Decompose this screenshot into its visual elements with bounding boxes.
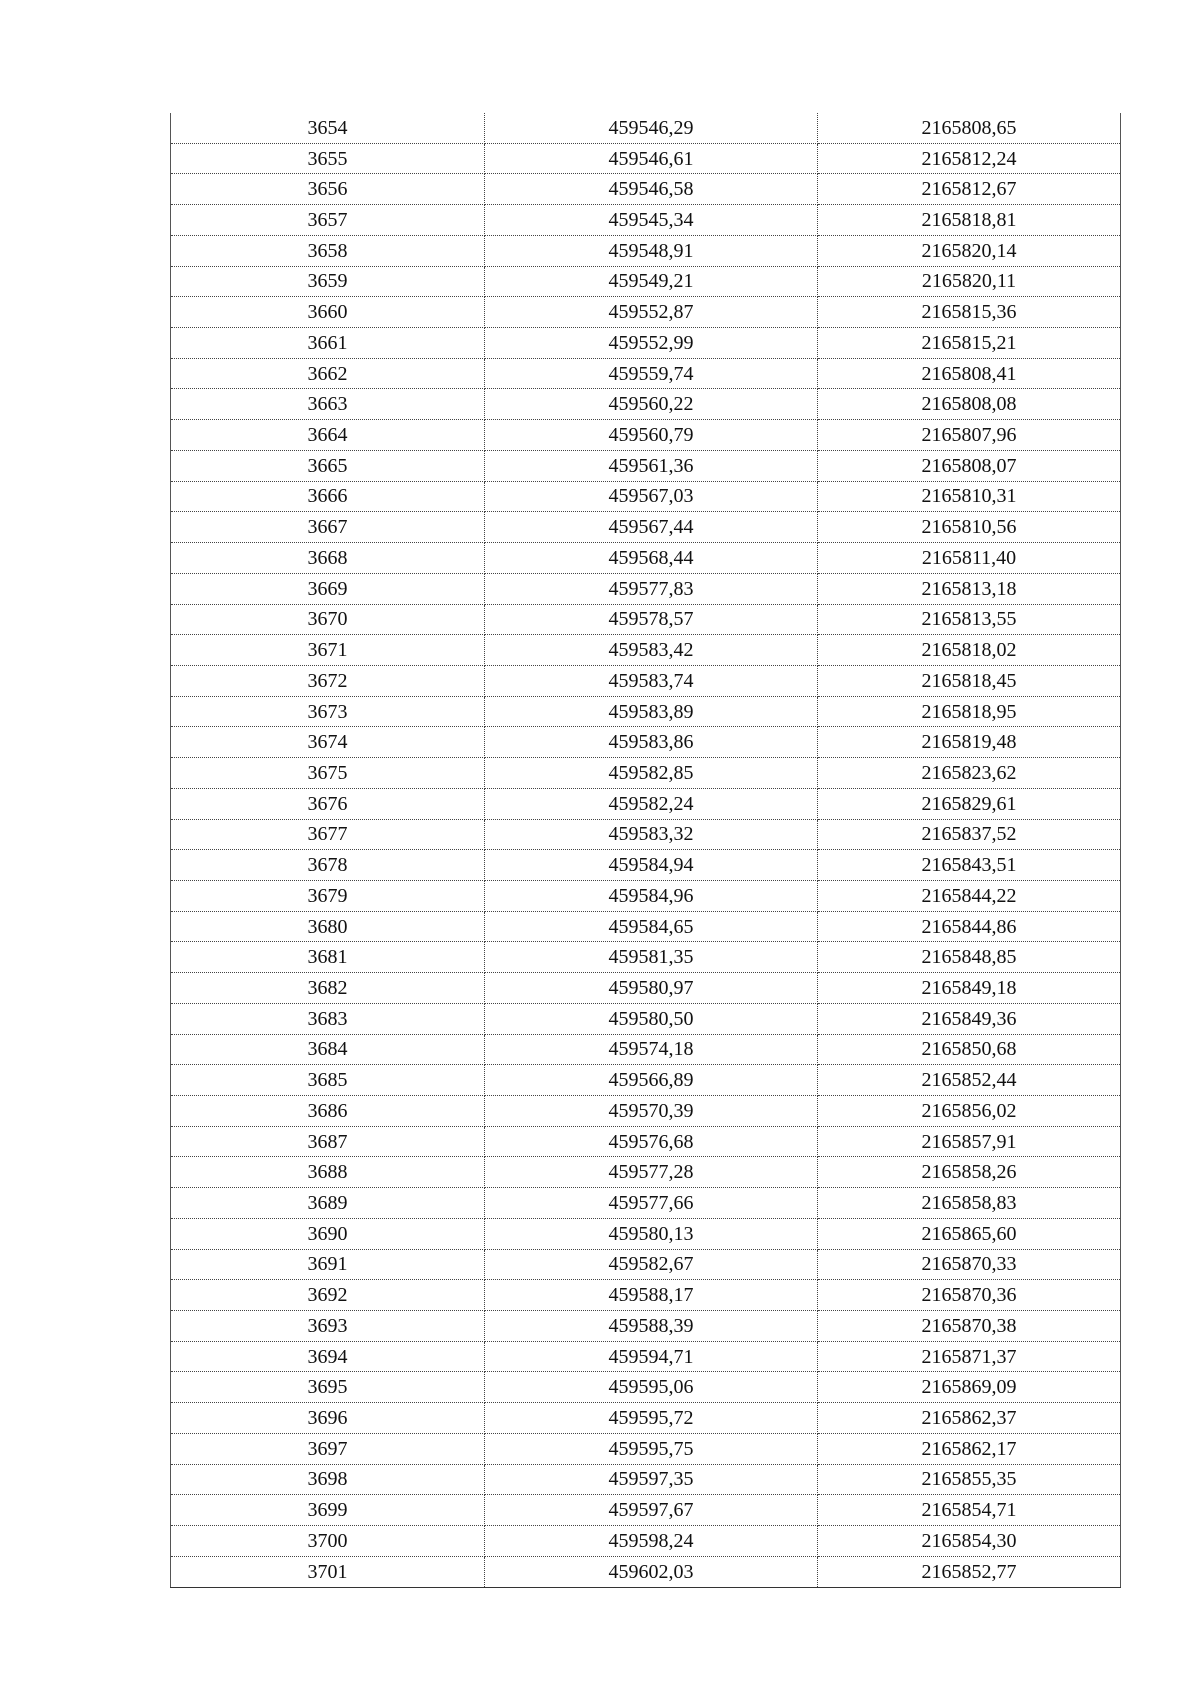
table-row: [171, 973, 1121, 1004]
table-row: [171, 573, 1121, 604]
table-row: [171, 450, 1121, 481]
x-coordinate-cell: 459583,86: [485, 727, 818, 758]
x-coordinate-cell: 459597,35: [485, 1464, 818, 1495]
point-number-cell: 3695: [171, 1372, 485, 1403]
point-number-cell: 3670: [171, 604, 485, 635]
y-coordinate-cell: 2165811,40: [818, 543, 1121, 574]
table-row: [171, 758, 1121, 789]
point-number-cell: 3686: [171, 1096, 485, 1127]
x-coordinate-cell: 459574,18: [485, 1034, 818, 1065]
x-coordinate-cell: 459583,32: [485, 819, 818, 850]
table-row: [171, 788, 1121, 819]
x-coordinate-cell: 459560,22: [485, 389, 818, 420]
x-coordinate-cell: 459582,24: [485, 788, 818, 819]
table-row: [171, 481, 1121, 512]
y-coordinate-cell: 2165808,41: [818, 358, 1121, 389]
point-number-cell: 3700: [171, 1526, 485, 1557]
point-number-cell: 3701: [171, 1556, 485, 1587]
table-row: [171, 1403, 1121, 1434]
table-row: [171, 113, 1121, 143]
x-coordinate-cell: 459581,35: [485, 942, 818, 973]
y-coordinate-cell: 2165862,17: [818, 1433, 1121, 1464]
point-number-cell: 3655: [171, 143, 485, 174]
table-row: [171, 1218, 1121, 1249]
point-number-cell: 3688: [171, 1157, 485, 1188]
x-coordinate-cell: 459595,06: [485, 1372, 818, 1403]
point-number-cell: 3697: [171, 1433, 485, 1464]
x-coordinate-cell: 459561,36: [485, 450, 818, 481]
table-row: [171, 1096, 1121, 1127]
table-row: [171, 143, 1121, 174]
table-row: [171, 174, 1121, 205]
point-number-cell: 3687: [171, 1126, 485, 1157]
y-coordinate-cell: 2165844,86: [818, 911, 1121, 942]
x-coordinate-cell: 459552,87: [485, 297, 818, 328]
x-coordinate-cell: 459546,58: [485, 174, 818, 205]
table-row: [171, 266, 1121, 297]
y-coordinate-cell: 2165810,31: [818, 481, 1121, 512]
table-row: [171, 635, 1121, 666]
point-number-cell: 3684: [171, 1034, 485, 1065]
y-coordinate-cell: 2165823,62: [818, 758, 1121, 789]
y-coordinate-cell: 2165854,71: [818, 1495, 1121, 1526]
point-number-cell: 3665: [171, 450, 485, 481]
point-number-cell: 3674: [171, 727, 485, 758]
table-row: [171, 512, 1121, 543]
table-row: [171, 358, 1121, 389]
table-row: [171, 727, 1121, 758]
y-coordinate-cell: 2165812,67: [818, 174, 1121, 205]
x-coordinate-cell: 459598,24: [485, 1526, 818, 1557]
table-row: [171, 665, 1121, 696]
x-coordinate-cell: 459594,71: [485, 1341, 818, 1372]
point-number-cell: 3666: [171, 481, 485, 512]
y-coordinate-cell: 2165807,96: [818, 420, 1121, 451]
y-coordinate-cell: 2165820,11: [818, 266, 1121, 297]
y-coordinate-cell: 2165813,55: [818, 604, 1121, 635]
point-number-cell: 3660: [171, 297, 485, 328]
y-coordinate-cell: 2165850,68: [818, 1034, 1121, 1065]
table-row: [171, 1188, 1121, 1219]
table-row: [171, 880, 1121, 911]
y-coordinate-cell: 2165848,85: [818, 942, 1121, 973]
table-row: [171, 328, 1121, 359]
x-coordinate-cell: 459583,74: [485, 665, 818, 696]
point-number-cell: 3689: [171, 1188, 485, 1219]
x-coordinate-cell: 459559,74: [485, 358, 818, 389]
y-coordinate-cell: 2165808,07: [818, 450, 1121, 481]
table-row: [171, 1311, 1121, 1342]
point-number-cell: 3681: [171, 942, 485, 973]
y-coordinate-cell: 2165819,48: [818, 727, 1121, 758]
x-coordinate-cell: 459580,50: [485, 1003, 818, 1034]
point-number-cell: 3669: [171, 573, 485, 604]
y-coordinate-cell: 2165815,36: [818, 297, 1121, 328]
point-number-cell: 3696: [171, 1403, 485, 1434]
y-coordinate-cell: 2165810,56: [818, 512, 1121, 543]
y-coordinate-cell: 2165852,77: [818, 1556, 1121, 1587]
x-coordinate-cell: 459583,42: [485, 635, 818, 666]
point-number-cell: 3657: [171, 205, 485, 236]
point-number-cell: 3698: [171, 1464, 485, 1495]
x-coordinate-cell: 459577,28: [485, 1157, 818, 1188]
point-number-cell: 3677: [171, 819, 485, 850]
x-coordinate-cell: 459578,57: [485, 604, 818, 635]
y-coordinate-cell: 2165858,83: [818, 1188, 1121, 1219]
table-row: [171, 1526, 1121, 1557]
y-coordinate-cell: 2165818,02: [818, 635, 1121, 666]
table-row: [171, 1003, 1121, 1034]
table-row: [171, 942, 1121, 973]
point-number-cell: 3675: [171, 758, 485, 789]
table-row: [171, 696, 1121, 727]
x-coordinate-cell: 459546,29: [485, 113, 818, 143]
table-row: [171, 1372, 1121, 1403]
y-coordinate-cell: 2165837,52: [818, 819, 1121, 850]
point-number-cell: 3693: [171, 1311, 485, 1342]
x-coordinate-cell: 459595,72: [485, 1403, 818, 1434]
x-coordinate-cell: 459567,03: [485, 481, 818, 512]
y-coordinate-cell: 2165843,51: [818, 850, 1121, 881]
table-row: [171, 850, 1121, 881]
y-coordinate-cell: 2165856,02: [818, 1096, 1121, 1127]
point-number-cell: 3664: [171, 420, 485, 451]
y-coordinate-cell: 2165870,36: [818, 1280, 1121, 1311]
coordinates-table-body: [171, 113, 1121, 1587]
x-coordinate-cell: 459595,75: [485, 1433, 818, 1464]
x-coordinate-cell: 459597,67: [485, 1495, 818, 1526]
y-coordinate-cell: 2165858,26: [818, 1157, 1121, 1188]
y-coordinate-cell: 2165852,44: [818, 1065, 1121, 1096]
point-number-cell: 3672: [171, 665, 485, 696]
y-coordinate-cell: 2165844,22: [818, 880, 1121, 911]
x-coordinate-cell: 459582,67: [485, 1249, 818, 1280]
table-row: [171, 543, 1121, 574]
point-number-cell: 3671: [171, 635, 485, 666]
x-coordinate-cell: 459583,89: [485, 696, 818, 727]
table-row: [171, 1280, 1121, 1311]
x-coordinate-cell: 459602,03: [485, 1556, 818, 1587]
table-row: [171, 420, 1121, 451]
table-row: [171, 1034, 1121, 1065]
table-row: [171, 205, 1121, 236]
point-number-cell: 3692: [171, 1280, 485, 1311]
x-coordinate-cell: 459549,21: [485, 266, 818, 297]
point-number-cell: 3691: [171, 1249, 485, 1280]
y-coordinate-cell: 2165871,37: [818, 1341, 1121, 1372]
y-coordinate-cell: 2165812,24: [818, 143, 1121, 174]
point-number-cell: 3654: [171, 113, 485, 143]
point-number-cell: 3656: [171, 174, 485, 205]
point-number-cell: 3668: [171, 543, 485, 574]
x-coordinate-cell: 459588,17: [485, 1280, 818, 1311]
y-coordinate-cell: 2165813,18: [818, 573, 1121, 604]
y-coordinate-cell: 2165870,38: [818, 1311, 1121, 1342]
y-coordinate-cell: 2165829,61: [818, 788, 1121, 819]
point-number-cell: 3663: [171, 389, 485, 420]
point-number-cell: 3662: [171, 358, 485, 389]
point-number-cell: 3658: [171, 235, 485, 266]
x-coordinate-cell: 459560,79: [485, 420, 818, 451]
table-row: [171, 1433, 1121, 1464]
y-coordinate-cell: 2165808,08: [818, 389, 1121, 420]
point-number-cell: 3680: [171, 911, 485, 942]
table-row: [171, 1249, 1121, 1280]
x-coordinate-cell: 459582,85: [485, 758, 818, 789]
x-coordinate-cell: 459584,65: [485, 911, 818, 942]
table-row: [171, 1157, 1121, 1188]
x-coordinate-cell: 459567,44: [485, 512, 818, 543]
y-coordinate-cell: 2165869,09: [818, 1372, 1121, 1403]
table-row: [171, 235, 1121, 266]
x-coordinate-cell: 459584,94: [485, 850, 818, 881]
y-coordinate-cell: 2165857,91: [818, 1126, 1121, 1157]
y-coordinate-cell: 2165818,95: [818, 696, 1121, 727]
table-row: [171, 1464, 1121, 1495]
x-coordinate-cell: 459577,83: [485, 573, 818, 604]
x-coordinate-cell: 459580,97: [485, 973, 818, 1004]
point-number-cell: 3678: [171, 850, 485, 881]
coordinates-table: [170, 113, 1121, 1588]
point-number-cell: 3690: [171, 1218, 485, 1249]
x-coordinate-cell: 459584,96: [485, 880, 818, 911]
point-number-cell: 3685: [171, 1065, 485, 1096]
y-coordinate-cell: 2165808,65: [818, 113, 1121, 143]
table-row: [171, 297, 1121, 328]
point-number-cell: 3676: [171, 788, 485, 819]
point-number-cell: 3679: [171, 880, 485, 911]
y-coordinate-cell: 2165865,60: [818, 1218, 1121, 1249]
table-row: [171, 1126, 1121, 1157]
table-row: [171, 1065, 1121, 1096]
y-coordinate-cell: 2165849,18: [818, 973, 1121, 1004]
x-coordinate-cell: 459566,89: [485, 1065, 818, 1096]
y-coordinate-cell: 2165820,14: [818, 235, 1121, 266]
x-coordinate-cell: 459580,13: [485, 1218, 818, 1249]
y-coordinate-cell: 2165815,21: [818, 328, 1121, 359]
point-number-cell: 3661: [171, 328, 485, 359]
y-coordinate-cell: 2165870,33: [818, 1249, 1121, 1280]
x-coordinate-cell: 459576,68: [485, 1126, 818, 1157]
x-coordinate-cell: 459546,61: [485, 143, 818, 174]
x-coordinate-cell: 459568,44: [485, 543, 818, 574]
table-row: [171, 1495, 1121, 1526]
point-number-cell: 3699: [171, 1495, 485, 1526]
y-coordinate-cell: 2165862,37: [818, 1403, 1121, 1434]
point-number-cell: 3659: [171, 266, 485, 297]
point-number-cell: 3683: [171, 1003, 485, 1034]
x-coordinate-cell: 459545,34: [485, 205, 818, 236]
point-number-cell: 3673: [171, 696, 485, 727]
table-row: [171, 819, 1121, 850]
y-coordinate-cell: 2165818,45: [818, 665, 1121, 696]
x-coordinate-cell: 459552,99: [485, 328, 818, 359]
y-coordinate-cell: 2165818,81: [818, 205, 1121, 236]
y-coordinate-cell: 2165854,30: [818, 1526, 1121, 1557]
x-coordinate-cell: 459588,39: [485, 1311, 818, 1342]
point-number-cell: 3682: [171, 973, 485, 1004]
table-row: [171, 604, 1121, 635]
table-row: [171, 1341, 1121, 1372]
point-number-cell: 3667: [171, 512, 485, 543]
table-row: [171, 1556, 1121, 1587]
table-row: [171, 911, 1121, 942]
x-coordinate-cell: 459577,66: [485, 1188, 818, 1219]
y-coordinate-cell: 2165855,35: [818, 1464, 1121, 1495]
x-coordinate-cell: 459570,39: [485, 1096, 818, 1127]
table-row: [171, 389, 1121, 420]
y-coordinate-cell: 2165849,36: [818, 1003, 1121, 1034]
x-coordinate-cell: 459548,91: [485, 235, 818, 266]
point-number-cell: 3694: [171, 1341, 485, 1372]
